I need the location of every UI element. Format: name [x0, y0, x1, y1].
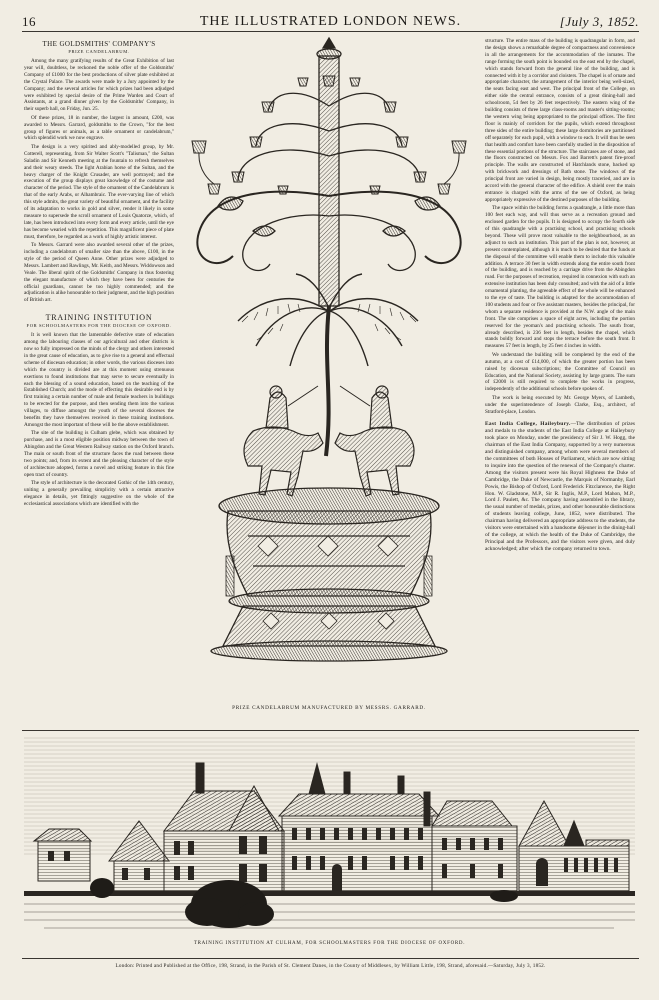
news-item-text: The distribution of prizes and medals to the students of the East India College at Haileybury took place on Monday, under the presidency of Sir J. W. Hogg, the chairman of the East India Company, supported by a very numerous and distinguished company, among whom were several members of the committees of both Houses of Parliament, which are now sitting to inquire into the question of the renewal of the Company's charter. Among the visitors present were his Royal Highness the Duke of Cambridge, the Duke of Newcastle, the Marquis of Normanby, Earl Powis, the Bishop of Oxford, Lord Frederick Fitzclarence, the Right Hon. W. Gladstone, M.P., Sir R. Inglis, M.P., Lord Mahon, M.P., Lord J. Paulett, &c. The company having assembled in the library, the usual number of medals, prizes, and other honourable distinctions of students leaving college, June, 1852, were distributed. The chairman having delivered an appropriate address to the students, the visitors were entertained with a handsome déjeuner in the dining-hall of the college, at which the health of the Duke of Cambridge, the Principal and the Professors, and the visitors were given, and duly acknowledged; after which the company returned to town.: [485, 421, 635, 552]
masthead-rule: [22, 31, 639, 32]
section-rule: [22, 730, 639, 731]
article-subheading-2: FOR SCHOOLMASTERS FOR THE DIOCESE OF OXFORD.: [26, 323, 172, 329]
article-heading: THE GOLDSMITHS' COMPANY'S: [42, 40, 156, 48]
article-paragraph: To Messrs. Garrard were also awarded several other of the prizes, including a candelabrum of smaller size than the above, £100, in the style of the period of Queen Anne. Other prizes were adjudged to Messrs. Lambert and Rawlings, Mr. Keith, and Messrs. Widdowson and Veale. The liberal spirit of the Goldsmiths' Company in thus fostering the elegant manufacture of which they have been for centuries the official guardians, cannot be too highly commended; and the adjudication is alike honourable to their judgment, and the high position of British art.: [24, 242, 174, 304]
right-column: [485, 38, 635, 728]
article-paragraph: The style of architecture is the decorated Gothic of the 14th century, uniting a generally prevailing simplicity with a certain attractive elegance in details, yet fittingly suggestive on the whole of the ecclesiastical associations which are identified with the: [24, 480, 174, 507]
article-paragraph: The work is being executed by Mr. George Myers, of Lambeth, under the superintendence of Joseph Clarke, Esq., architect, of Stratford-place, London.: [485, 394, 635, 415]
candelabrum-illustration: [178, 36, 480, 721]
news-item: East India College, Haileybury.—The distribution of prizes and medals to the students of the East India College at Haileybury took place on Monday, under the presidency of Sir J. W. Hogg, the chairman of the East India Company, supported by a very numerous and distinguished company, among whom were several members of the committees of both Houses of Parliament, which are now sitting to inquire into the question of the renewal of the Company's charter. Among the visitors present were his Royal Highness the Duke of Cambridge, the Duke of Newcastle, the Marquis of Normanby, Earl Powis, the Bishop of Oxford, Lord Frederick Fitzclarence, the Right Hon. W. Gladstone, M.P., Sir R. Inglis, M.P., Lord Mahon, M.P., Lord J. Paulett, &c. The company having assembled in the library, the usual number of medals, prizes, and other honourable distinctions of students leaving college, June, 1852, were distributed. The chairman having delivered an appropriate address to the students, the visitors were entertained with a handsome déjeuner in the dining-hall of the college, at which the health of the Duke of Cambridge, the Principal and the Professors, and the visitors were given, and duly acknowledged; after which the company returned to town.: [485, 421, 635, 552]
article-paragraph: It is well known that the lamentable defective state of education among the labouring classes of our agricultural and other districts is now so fully impressed on the minds of the clergy and others interested in the great cause of education, as to give rise to a general and effectual scheme of diocesan education; in other words, the various dioceses into which the country is divided are at this moment using strenuous exertions to found institutions that may serve to secure eventually in each the blessing of a sound education, based on the teaching of the Established Church; and the mode of effecting this desirable end is by first training a certain number of male and female teachers in buildings to be erected for the purpose, and then sending them into the various villages, to diffuse amongst the youth of the several dioceses the benefits they have themselves received in these training institutions. Amongst the most important of these will be the above establishment.: [24, 332, 174, 428]
candelabrum-caption: PRIZE CANDELABRUM MANUFACTURED BY MESSRS. GARRARD.: [232, 705, 426, 711]
issue-date: [July 3, 1852.: [559, 14, 639, 29]
article-subheading: PRIZE CANDELABRUM.: [68, 49, 130, 54]
article-paragraph: The site of the building is Culham glebe, which was obtained by purchase, and is a most eligible position midway between the town of Abingdon and the Great Western Railway station on the Oxford branch. The main or south front of the structure faces the road between these two points; and, from its extent and the pleasing character of the style of architecture adopted, forms a novel and striking feature in this fine open tract of country.: [24, 430, 174, 478]
imprint-footer: London: Printed and Published at the Office, 198, Strand, in the Parish of St. Clement Danes, in the County of Middlesex, by William Little, 198, Strand, aforesaid.—Saturday, July 3, 1852.: [115, 963, 546, 969]
article-paragraph: Among the many gratifying results of the Great Exhibition of last year will, doubtless, be reckoned the noble offer of the Goldsmiths' Company of £1000 for the best productions of silver plate exhibited at the Crystal Palace. The awards were made by a Jury appointed by the Company; and the several articles for which prizes had been adjudged were exhibited by special desire of the Prime Warden and Court of Assistants, at a grand dinner given by the Goldsmiths' Company, in their superb hall, on Friday, Jun. 25.: [24, 58, 174, 113]
training-institution-illustration: [24, 736, 635, 936]
article-paragraph: The space within the building forms a quadrangle, a little more than 100 feet each way, and will thus serve as a recreation ground and enclosed garden for the pupils. It is designed to occupy the fourth side of this quadrangle with a practising school, and practising schools beyond. These will prove most valuable to the neighbourhood, as an adjunct to such an institution. This part of the plan is not, however, at present contemplated, although it is much to be desired that the funds at the disposal of the committee will enable them to include this valuable addition. A terrace 30 feet in width extends along the entire south front of the building, and is reached by a carriage drive from the Abingdon road. For the purposes of recreation, required in connexion with such an extensive institution has been duly consulted; and with the aid of a little ornamental planting, the agreeable effect of the whole will be enhanced to the eye of taste. The building is adapted for the accommodation of 100 students and four or five assistant masters, besides the principal, for whom a separate residence is provided at the N.W. angle of the main front. The site comprises a space of eight acres, including the portion reserved for the yeoman's and practising schools. The south front, already described, is 236 feet in length, besides the chapel, which stands boldly forward and stops the terrace before the south front. It measures 57 feet in length, by 25 feet 4 inches in width.: [485, 205, 635, 350]
article-paragraph: Of these prizes, 18 in number, the largest in amount, £200, was awarded to Messrs. Garrard, goldsmiths to the Crown, "for the best group of figures or animals, as a table ornament or candelabrum," which splendid work we now engrave.: [24, 114, 174, 142]
article-paragraph: structure. The entire mass of the building is quadrangular in form, and the design shows a remarkable degree of compactness and convenience in all the arrangements for the accommodation of the inmates. The range forming the south point is bounded on the east end by the chapel, which stands forward from the general line of the building, and is connected with it by a corridor and cloisters. The chapel is of ornate and appropriate character, the arrangement of the interior being well-sized, the seats facing east and west. The principal front of the College, on either side the central entrance, consists of a great dining-hall and schoolroom, 54 feet by 26 feet respectively. The eastern wing of the building consists of three large class-rooms and master's sitting-rooms; the western wing being appropriated to the principal offices. The first floor is mainly of corridors for the pupils, which extend throughout three sides of the entire building; these large dormitories are partitioned off separately for each pupil, with a window to each. It will thus be seen that health and comfort have been carefully studied in the disposition of these essential portions of the structure. The staircases are of stone, and the floors constructed on Messrs. Fox and Barrett's patent fire-proof principle. The walls are constructed of Hatchlands stone, backed up with brickwork and dressings of Bath stone. The windows of the principal front are varied in design, being mostly traceried, and are in accord with the general character of the edifice. A shield over the main entrance is charged with the arms of the see of Oxford, as being appropriately expressive of the destined purposes of the building.: [485, 38, 635, 203]
newspaper-title: THE ILLUSTRATED LONDON NEWS.: [199, 14, 462, 29]
article-paragraph: We understand the building will be completed by the end of the autumn, at a cost of £14,000, of which the greater portion has been raised by diocesan subscriptions; the Committee of Council on Education, and the National Society, assisting by large grants. The sum of £2000 is still required to complete the works in progress, independently of the additional schools before spoken of.: [485, 351, 635, 393]
masthead: [22, 14, 639, 30]
left-column: [24, 38, 174, 728]
institution-caption: TRAINING INSTITUTION AT CULHAM, FOR SCHOOLMASTERS FOR THE DIOCESE OF OXFORD.: [193, 941, 466, 946]
news-item-heading: East India College, Haileybury.: [485, 421, 571, 428]
page-number: 16: [22, 14, 36, 29]
article-paragraph: The design is a very spirited and ably-modelled group, by Mr. Cotterell, representing, from Sir Walter Scott's "Talisman," the Sultan Saladin and Sir Kenneth meeting at the fountain to refresh themselves and their weary steeds. The light Arabian horse of the Sultan, and the heavy charger of the Knight Crusader, are well portrayed; and the execution of the group displays great knowledge of the costume and character of the period. The style of the ornament of the Candelabrum is that of the early Arabs, or Alhambraic. The ever-varying line of which this style admits, the great variety of beautiful ornament, and the facility of its adaptation to works in gold and silver, render it likely in some measure to supersede the scroll ornament of Louis Quatorze, which, of late, has been introduced into every form and every article, until the eye has become wearied with the repetition. This magnificent piece of plate must, therefore, be regarded as a work of highly artistic interest.: [24, 143, 174, 240]
footer-rule: [22, 958, 639, 959]
article-heading-2: TRAINING INSTITUTION: [45, 313, 153, 323]
